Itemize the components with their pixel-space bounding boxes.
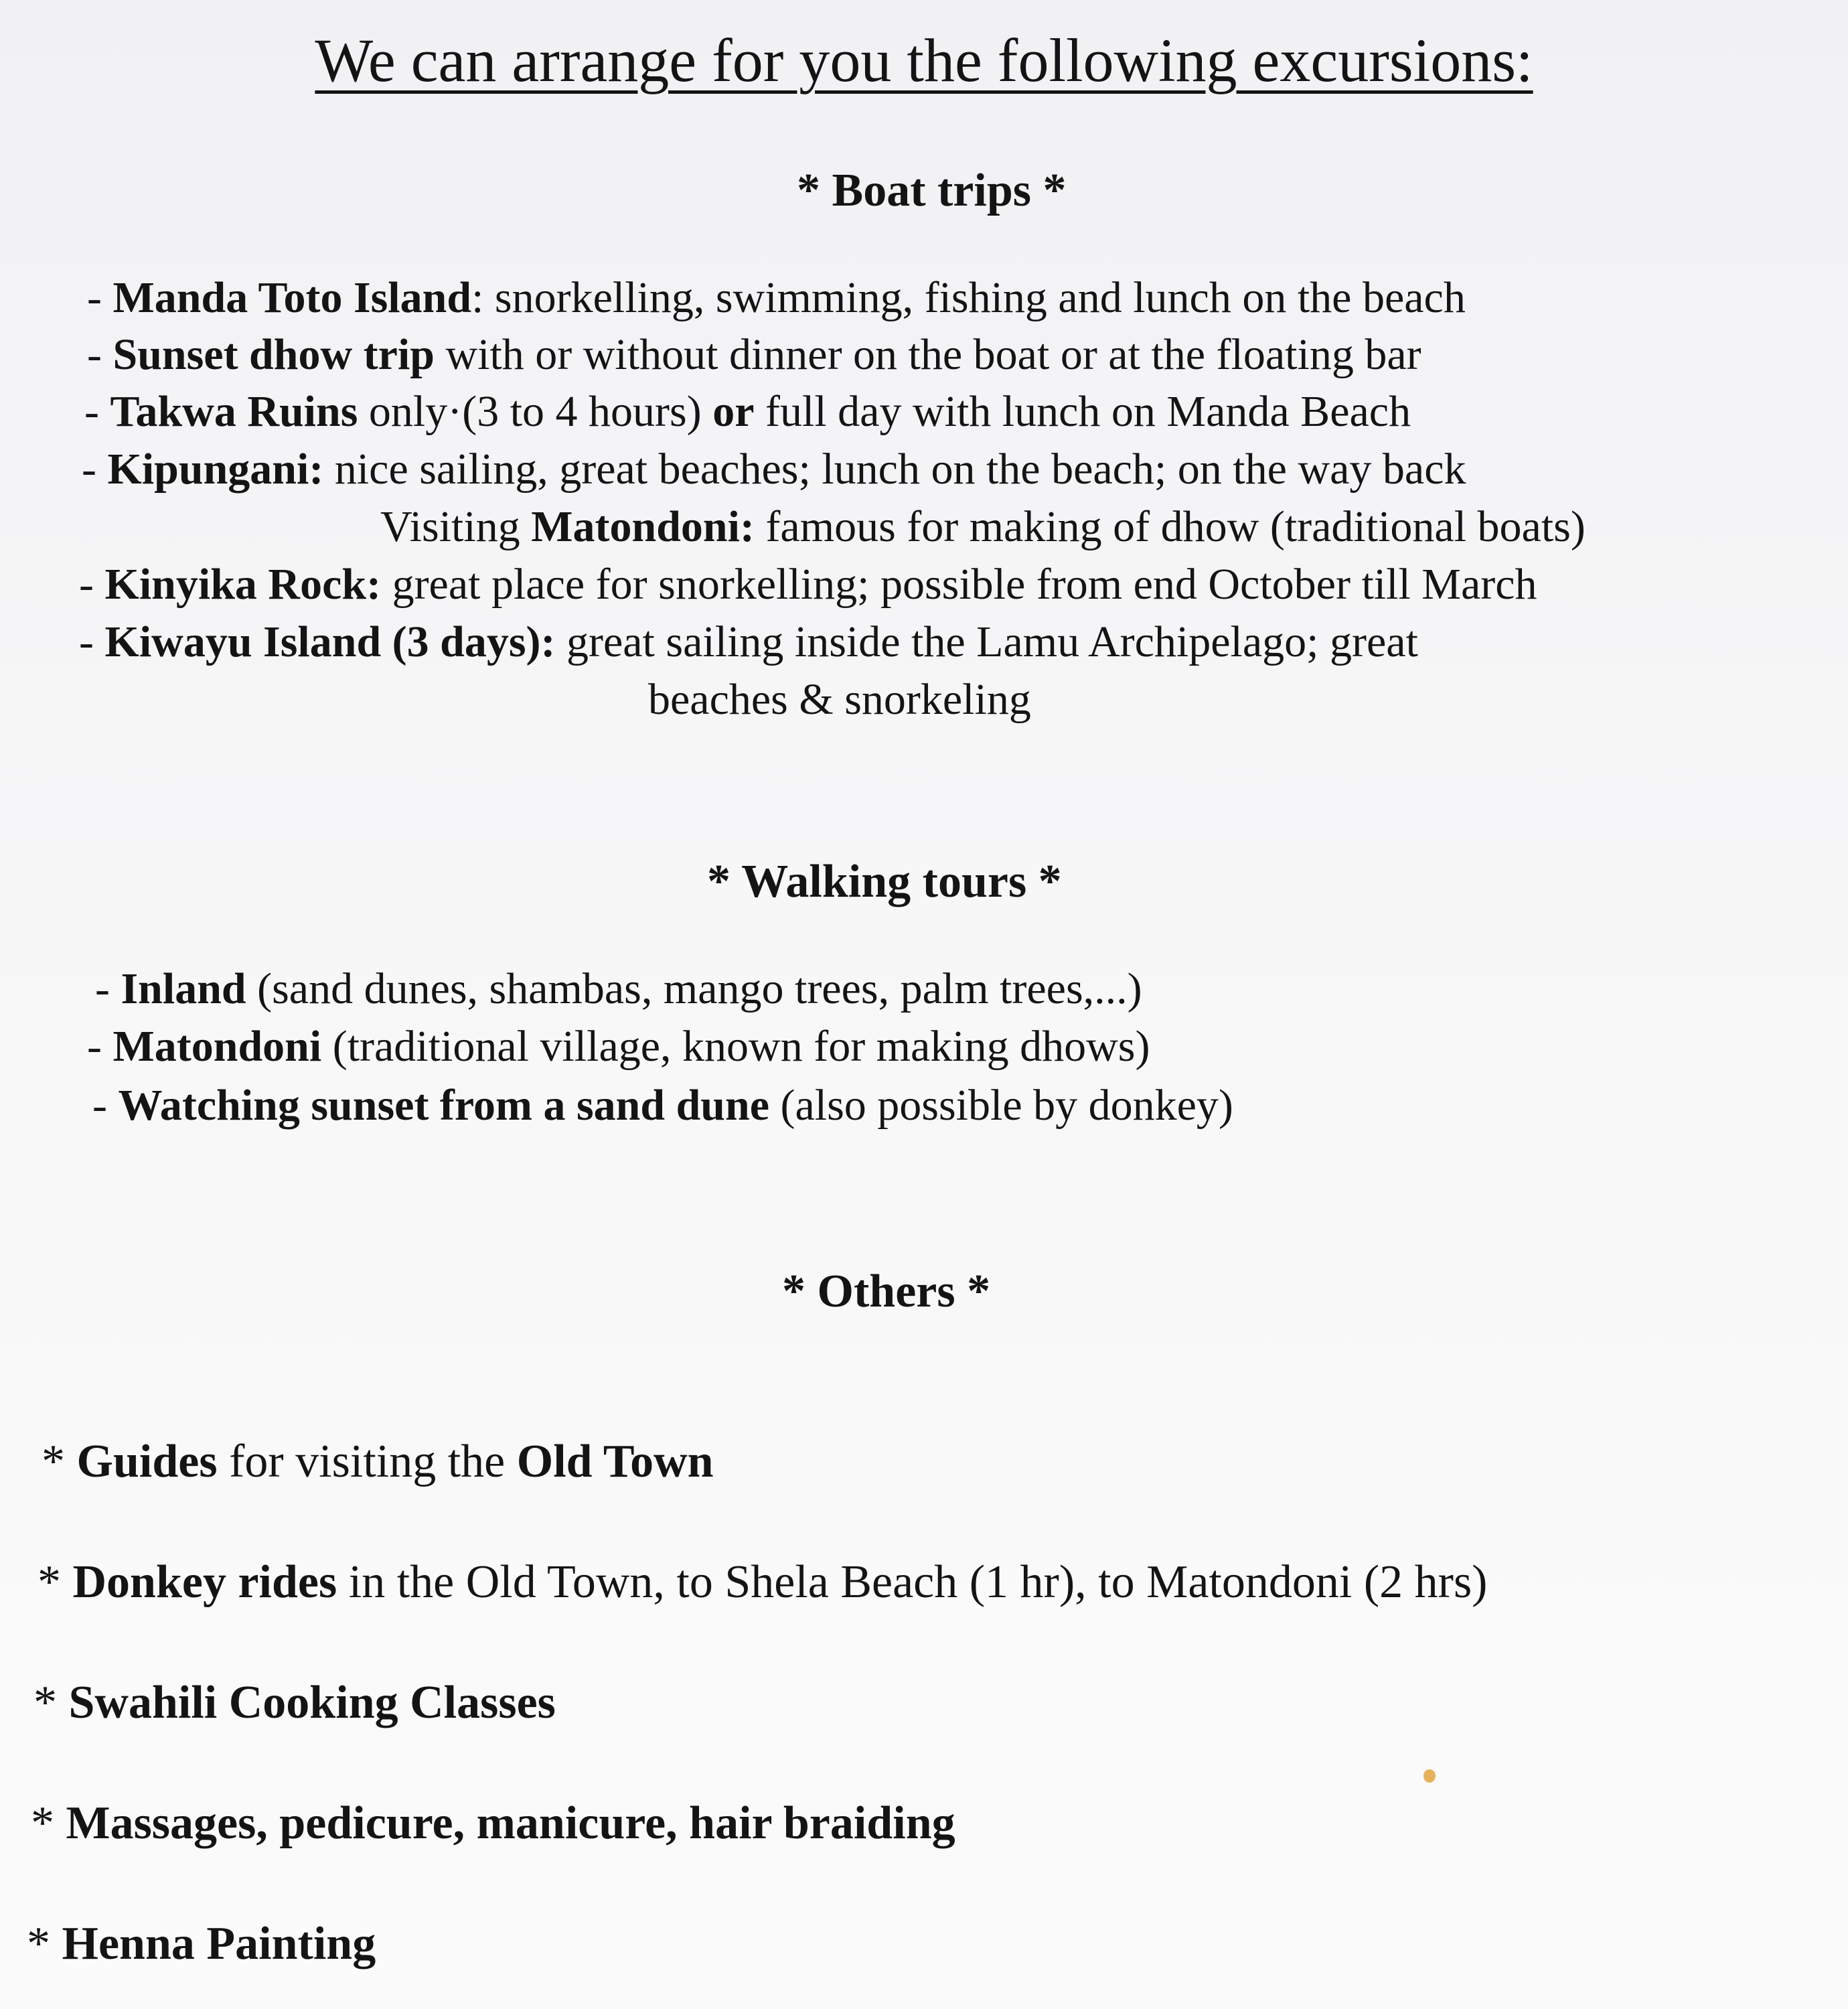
item-emphasis: or	[712, 387, 755, 436]
item-name: Kipungani:	[107, 445, 324, 494]
item-name: Donkey rides	[72, 1556, 337, 1608]
item-description: great sailing inside the Lamu Archipelago; great	[555, 617, 1418, 666]
item-description: with or without dinner on the boat or at the floating bar	[434, 330, 1421, 379]
item-description-cont: full day with lunch on Manda Beach	[754, 387, 1411, 436]
item-prefix: -	[92, 1081, 119, 1130]
walking-tour-item	[87, 1022, 1150, 1071]
item-name: Kinyika Rock:	[104, 560, 382, 609]
item-prefix: *	[42, 1436, 77, 1487]
page-title	[0, 27, 1848, 94]
item-name: Watching sunset from a sand dune	[118, 1081, 769, 1130]
item-prefix: -	[84, 387, 110, 436]
walking-tours-heading: * Walking tours *	[707, 856, 1062, 907]
item-description: (traditional village, known for making dhows)	[321, 1022, 1150, 1071]
walking-tour-item	[95, 964, 1142, 1013]
others-heading: * Others *	[782, 1266, 991, 1317]
item-name: Takwa Ruins	[110, 387, 358, 436]
item-prefix: *	[33, 1677, 69, 1728]
paper-stain	[1423, 1769, 1436, 1783]
item-description: in the Old Town, to Shela Beach (1 hr), to Matondoni (2 hrs)	[337, 1556, 1488, 1608]
item-prefix: -	[82, 445, 108, 494]
other-service-item	[42, 1438, 714, 1485]
boat-trip-item	[87, 273, 1466, 322]
item-name: Sunset dhow trip	[112, 330, 435, 379]
item-description: great place for snorkelling; possible from end October till March	[381, 560, 1537, 609]
item-description: only·(3 to 4 hours)	[358, 387, 713, 436]
item-description: Visiting	[380, 502, 532, 551]
item-prefix: *	[37, 1556, 73, 1608]
item-prefix: -	[95, 964, 121, 1013]
item-name: Matondoni:	[531, 502, 755, 551]
item-name: Matondoni	[112, 1022, 322, 1071]
item-name: Manda Toto Island	[112, 273, 472, 322]
page-title-text: We can arrange for you the following excursions:	[315, 26, 1533, 94]
boat-trip-item	[82, 447, 1466, 492]
other-service-item	[33, 1677, 556, 1728]
item-prefix: -	[79, 560, 105, 609]
boat-trips-heading: * Boat trips *	[797, 165, 1067, 216]
item-description: nice sailing, great beaches; lunch on the beach; on the way back	[323, 445, 1466, 494]
item-description-cont: famous for making of dhow (traditional boats)	[754, 502, 1586, 551]
boat-trip-item	[84, 387, 1411, 436]
walking-tour-item	[92, 1081, 1233, 1130]
boat-trip-item	[79, 617, 1418, 666]
boat-trip-item	[87, 330, 1421, 379]
item-description: : snorkelling, swimming, fishing and lunch on the beach	[471, 273, 1466, 322]
item-prefix: -	[87, 1022, 113, 1071]
item-name: Guides	[76, 1436, 218, 1487]
item-prefix: -	[87, 330, 113, 379]
item-prefix: -	[87, 273, 113, 322]
item-prefix: *	[27, 1918, 62, 1969]
other-service-item	[31, 1797, 955, 1849]
item-name: Henna Painting	[62, 1918, 376, 1969]
item-prefix: -	[79, 617, 105, 666]
item-name: Swahili Cooking Classes	[68, 1677, 556, 1728]
boat-trip-continuation	[648, 675, 1031, 724]
item-name: Massages, pedicure, manicure, hair braiding	[66, 1797, 955, 1849]
item-description: for visiting the	[217, 1436, 517, 1487]
item-name: Inland	[121, 964, 246, 1013]
item-description: (sand dunes, shambas, mango trees, palm trees,...)	[246, 964, 1142, 1013]
boat-trip-continuation	[380, 502, 1586, 551]
item-emphasis: Old Town	[516, 1436, 714, 1487]
other-service-item	[27, 1918, 376, 1969]
boat-trip-item	[79, 560, 1537, 609]
item-description: (also possible by donkey)	[769, 1081, 1233, 1130]
item-description: beaches & snorkeling	[648, 675, 1031, 724]
item-name: Kiwayu Island (3 days):	[104, 617, 556, 666]
item-prefix: *	[31, 1797, 66, 1849]
other-service-item	[37, 1556, 1488, 1608]
